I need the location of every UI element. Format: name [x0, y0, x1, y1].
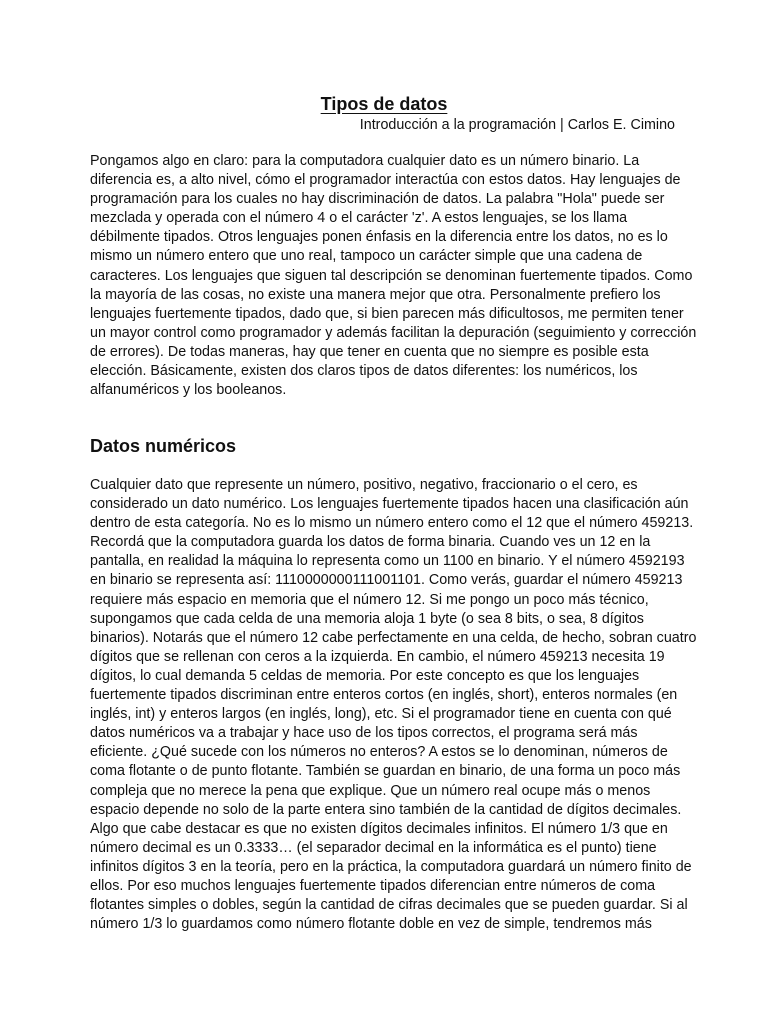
paragraph-line: pantalla, en realidad la máquina lo representa como un 1100 en binario. Y el número 4592193 — [90, 553, 685, 570]
paragraph-line: caracteres. Los lenguajes que siguen tal descripción se denominan fuertemente tipados. Como — [90, 267, 693, 284]
paragraph-line: alfanuméricos y los booleanos. — [90, 382, 287, 399]
paragraph-line: diferencia es, a alto nivel, cómo el programador interactúa con estos datos. Hay lenguajes de — [90, 172, 681, 189]
paragraph-line: compleja que no merece la pena que explique. Que un número real ocupe más o menos — [90, 782, 651, 799]
paragraph-line: flotantes simples o dobles, según la cantidad de cifras decimales que se pueden guardar. Si al — [90, 897, 688, 914]
paragraph-line: dígitos que se rellenan con ceros a la izquierda. En cambio, el número 459213 necesita 19 — [90, 648, 665, 665]
paragraph-line: infinitos dígitos 3 en la teoría, pero en la práctica, la computadora guardará un número finito de — [90, 858, 692, 875]
paragraph-line: elección. Básicamente, existen dos claros tipos de datos diferentes: los numéricos, los — [90, 363, 638, 380]
paragraph-line: dentro de esta categoría. No es lo mismo un número entero como el 12 que el número 459213. — [90, 515, 694, 532]
paragraph-line: Pongamos algo en claro: para la computadora cualquier dato es un número binario. La — [90, 153, 640, 169]
paragraph-line: considerado un dato numérico. Los lenguajes fuertemente tipados hacen una clasificación aún — [90, 496, 689, 513]
paragraph-line: coma flotante o de punto flotante. También se guardan en binario, de una forma un poco más — [90, 763, 681, 780]
paragraph-line: número decimal es un 0.3333… (el separador decimal en la informática es el punto) tiene — [90, 839, 657, 856]
paragraph-line: débilmente tipados. Otros lenguajes ponen énfasis en la diferencia entre los datos, no es lo — [90, 229, 668, 246]
paragraph-line: número 1/3 lo guardamos como número flotante doble en vez de simple, tendremos más — [90, 916, 652, 933]
paragraph-line: ellos. Por eso muchos lenguajes fuertemente tipados diferencian entre números de coma — [90, 877, 656, 894]
paragraph-line: la mayoría de las cosas, no existe una manera mejor que otra. Personalmente prefiero los — [90, 286, 661, 303]
paragraph-line: espacio depende no solo de la parte entera sino también de la cantidad de dígitos decimales. — [90, 801, 682, 818]
paragraph-line: eficiente. ¿Qué sucede con los números no enteros? A estos se lo denominan, números de — [90, 744, 668, 761]
paragraph-line: datos numéricos va a trabajar y hace uso de los tipos correctos, el programa será más — [90, 725, 638, 742]
paragraph-line: binarios). Notarás que el número 12 cabe perfectamente en una celda, de hecho, sobran cuatro — [90, 629, 697, 646]
paragraph-line: lenguajes fuertemente tipados, dado que, si bien parecen más dificultosos, me permiten tener — [90, 305, 684, 322]
document-subtitle: Introducción a la programación | Carlos E. Cimino — [359, 117, 675, 133]
paragraph-line: mismo un número entero que uno real, tampoco un carácter simple que una cadena de — [90, 248, 643, 265]
numeric-paragraph — [90, 476, 697, 934]
section-heading: Datos numéricos — [90, 436, 237, 456]
paragraph-line: fuertemente tipados discriminan entre enteros cortos (en inglés, short), enteros normales (en — [90, 687, 678, 704]
paragraph-line: mezclada y operada con el número 4 o el carácter 'z'. A estos lenguajes, se los llama — [90, 210, 628, 227]
paragraph-line: programación para los cuales no hay discriminación de datos. La palabra "Hola" puede ser — [90, 191, 665, 208]
paragraph-line: Recordá que la computadora guarda los datos de forma binaria. Cuando ves un 12 en la — [90, 534, 651, 551]
paragraph-line: de errores). De todas maneras, hay que tener en cuenta que no siempre es posible esta — [90, 343, 649, 360]
paragraph-line: dígitos, lo cual demanda 5 celdas de memoria. Por este concepto es que los lenguajes — [90, 667, 640, 684]
paragraph-line: un mayor control como programador y además facilitan la depuración (seguimiento y corrección — [90, 324, 697, 341]
paragraph-line: Algo que cabe destacar es que no existen dígitos decimales infinitos. El número 1/3 que en — [90, 820, 668, 837]
paragraph-line: supongamos que cada celda de una memoria aloja 1 byte (o sea 8 bits, o sea, 8 dígitos — [90, 610, 644, 627]
paragraph-line: en binario se representa así: 1110000000111001101. Como verás, guardar el número 459213 — [90, 572, 683, 589]
document-title: Tipos de datos — [320, 94, 448, 114]
paragraph-line: Cualquier dato que represente un número, positivo, negativo, fraccionario o el cero, es — [90, 477, 638, 493]
paragraph-line: inglés, int) y enteros largos (en inglés, long), etc. Si el programador tiene en cuenta con qué — [90, 706, 672, 723]
paragraph-line: requiere más espacio en memoria que el número 12. Si me pongo un poco más técnico, — [90, 591, 649, 608]
intro-paragraph — [90, 152, 697, 400]
